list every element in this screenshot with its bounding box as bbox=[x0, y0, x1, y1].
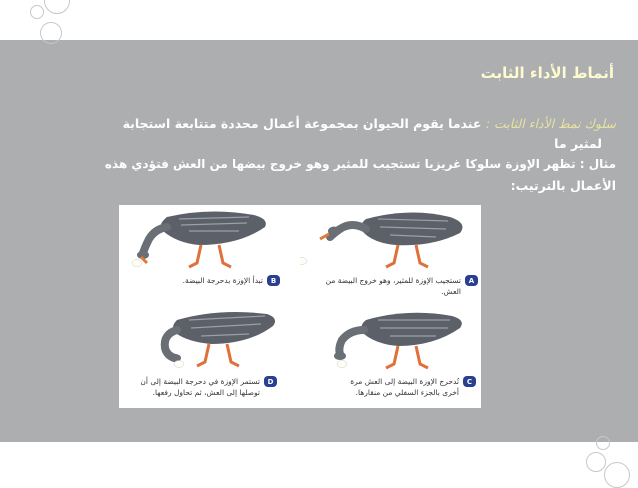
example-line-2: الأعمال بالترتيب: bbox=[510, 178, 616, 193]
definition-term: سلوك نمط الأداء الثابت : bbox=[485, 116, 616, 131]
panel-caption-a: تستجيب الإوزة للمثير، وهو خروج البيضة من العش. bbox=[325, 276, 461, 296]
example-line-1: مثال : تظهر الإوزة سلوكا غريزيا تستجيب للمثير وهو خروج بيضها من العش فتؤدي هذه bbox=[104, 157, 616, 171]
definition-line bbox=[24, 114, 616, 134]
panel-badge-d: D bbox=[264, 376, 277, 387]
definition-continuation: لمثير ما bbox=[554, 136, 602, 151]
figure-panel-a bbox=[300, 205, 481, 306]
panel-caption-b: تبدأ الإوزة بدحرجة البيضة. bbox=[182, 276, 263, 285]
definition-body: عندما يقوم الحيوان بمجموعة أعمال محددة متتابعة استجابة bbox=[122, 116, 486, 131]
goose-lifting-egg-illustration bbox=[119, 306, 300, 376]
decorative-circle bbox=[586, 452, 606, 472]
goose-behavior-figure bbox=[119, 205, 481, 408]
decorative-circle bbox=[44, 0, 70, 14]
decorative-circle bbox=[604, 462, 630, 488]
definition-line-2 bbox=[10, 134, 602, 154]
panel-badge-b: B bbox=[267, 275, 280, 286]
figure-panel-b bbox=[119, 205, 300, 306]
decorative-circle bbox=[596, 436, 610, 450]
figure-panel-d bbox=[119, 306, 300, 407]
decorative-circle bbox=[30, 5, 44, 19]
slide-title: أنماط الأداء الثابت bbox=[480, 64, 614, 82]
figure-panel-c bbox=[300, 306, 481, 407]
decorative-circle bbox=[40, 22, 62, 44]
goose-noticing-egg-illustration bbox=[300, 205, 481, 275]
panel-caption-d: تستمر الإوزة في دحرجة البيضة إلى أن توصلها إلى العش، ثم تحاول رفعها. bbox=[140, 377, 260, 397]
panel-badge-c: C bbox=[463, 376, 476, 387]
panel-caption-c: تُدحرج الإوزة البيضة إلى العش مرة أخرى بالجزء السفلي من منقارها. bbox=[350, 377, 459, 397]
goose-pulling-egg-illustration bbox=[300, 306, 481, 376]
panel-badge-a: A bbox=[465, 275, 478, 286]
goose-rolling-egg-illustration bbox=[119, 205, 300, 275]
